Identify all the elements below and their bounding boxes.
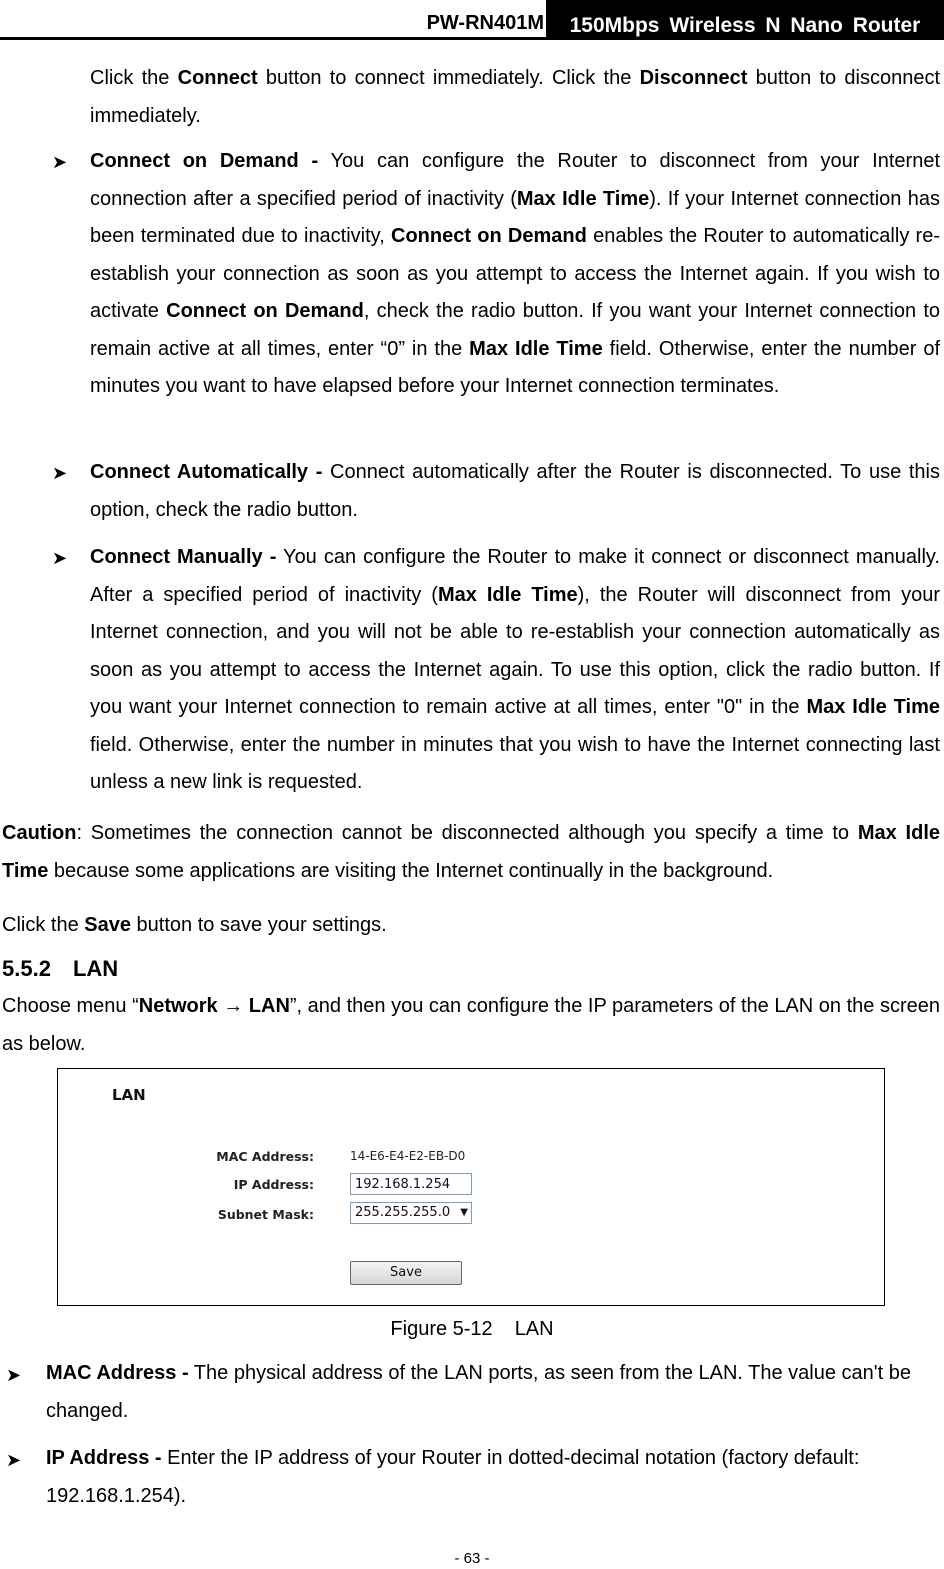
- paragraph-section-intro: Choose menu “Network → LAN”, and then you can configure the IP parameters of the LAN on the screen as below.: [2, 995, 940, 1055]
- figure-caption: Figure 5-12 LAN: [390, 1318, 554, 1340]
- product-title: 150Mbps Wireless N Nano Router: [546, 0, 944, 40]
- mac-address-label: MAC Address:: [216, 1149, 314, 1164]
- paragraph-connect-on-demand: Connect on Demand - You can configure the Router to disconnect from your Internet connection after a specified period of inactivity (Max Idle Time). If your Internet connection has been terminated due to inactivity, Connect on Demand enables the Router to automatically re-establish your connection as soon as you attempt to access the Internet again. If you wish to activate Connect on Demand, check the radio button. If you want your Internet connection to remain active at all times, enter “0” in the Max Idle Time field. Otherwise, enter the number of minutes you want to have elapsed before your Internet connection terminates.: [90, 150, 941, 397]
- mac-address-value: 14-E6-E4-E2-EB-D0: [350, 1149, 466, 1163]
- arrow-bullet-icon: ➤: [52, 463, 68, 483]
- lan-settings-screenshot: [57, 1068, 885, 1306]
- page-header: [0, 0, 944, 40]
- subnet-mask-select[interactable]: 255.255.255.0 ▼: [350, 1202, 472, 1224]
- arrow-right-icon: →: [223, 995, 244, 1017]
- page-number: - 63 -: [454, 1550, 490, 1567]
- paragraph-caution: Caution: Sometimes the connection cannot be disconnected although you specify a time to Max Idle Time because some applications are visiting the Internet continually in the background.: [2, 822, 940, 882]
- paragraph-save: Click the Save button to save your settings.: [2, 914, 387, 936]
- save-button[interactable]: Save: [350, 1261, 462, 1285]
- figure-panel-title: LAN: [112, 1086, 146, 1104]
- ip-address-input[interactable]: 192.168.1.254: [350, 1173, 472, 1195]
- bullet-ip-address: IP Address - Enter the IP address of your Router in dotted-decimal notation (factory default: 192.168.1.254).: [46, 1447, 860, 1507]
- bullet-mac-address: MAC Address - The physical address of the LAN ports, as seen from the LAN. The value can't be changed.: [46, 1362, 911, 1422]
- arrow-bullet-icon: ➤: [6, 1450, 22, 1470]
- arrow-bullet-icon: ➤: [6, 1365, 22, 1385]
- paragraph-connect-automatically: Connect Automatically - Connect automatically after the Router is disconnected. To use this option, check the radio button.: [90, 461, 940, 521]
- paragraph-connect-intro: Click the Connect button to connect immediately. Click the Disconnect button to disconnect immediately.: [90, 67, 941, 127]
- arrow-bullet-icon: ➤: [52, 152, 68, 172]
- model-name: PW-RN401M: [426, 12, 544, 34]
- header-rule: [0, 37, 944, 40]
- ip-address-label: IP Address:: [233, 1177, 314, 1192]
- section-heading: 5.5.2 LAN: [2, 956, 119, 981]
- dropdown-arrow-icon: ▼: [460, 1207, 468, 1218]
- subnet-mask-label: Subnet Mask:: [217, 1207, 314, 1222]
- paragraph-connect-manually: Connect Manually - You can configure the Router to make it connect or disconnect manually. After a specified period of inactivity (Max Idle Time), the Router will disconnect from your Internet connection, and you will not be able to re-establish your connection automatically as soon as you attempt to access the Internet again. To use this option, click the radio button. If you want your Internet connection to remain active at all times, enter "0" in the Max Idle Time field. Otherwise, enter the number in minutes that you wish to have the Internet connecting last unless a new link is requested.: [90, 546, 941, 793]
- arrow-bullet-icon: ➤: [52, 548, 68, 568]
